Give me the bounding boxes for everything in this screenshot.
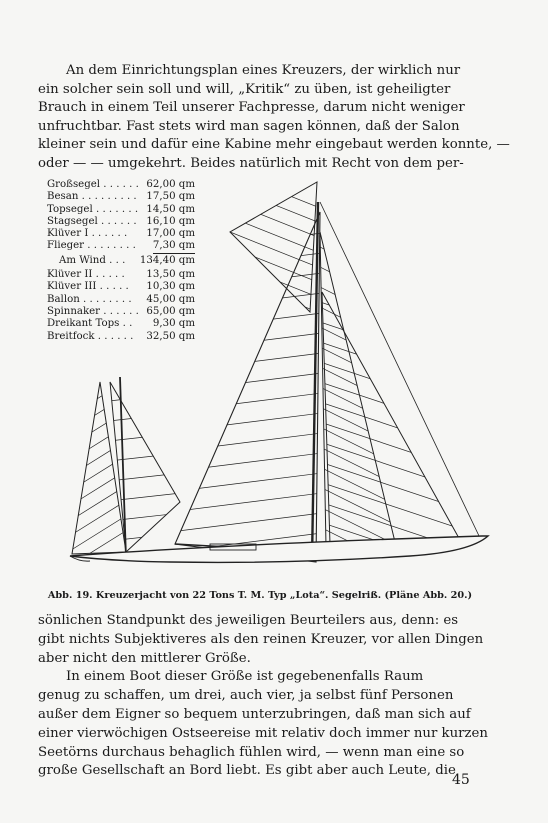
table-row: Ballon . . . . . . . . 45,00 qm (47, 293, 195, 305)
table-row: Breitfock . . . . . . 32,50 qm (47, 330, 195, 342)
text-line: ein solcher sein soll und will, „Kritik“ zu üben, ist geheiligter (38, 81, 451, 97)
text-line: gibt nichts Subjektiveres als den reinen Kreuzer, vor allen Dingen (38, 631, 484, 647)
page-number: 45 (452, 772, 470, 788)
text-line: genug zu schaffen, um drei, auch vier, ja selbst fünf Personen (38, 688, 454, 704)
jib-hatching (320, 302, 470, 572)
table-row: Großsegel . . . . . . 62,00 qm (47, 179, 195, 190)
table-row: Klüver I . . . . . . 17,00 qm (47, 228, 195, 240)
text-line: kleiner sein und dafür eine Kabine mehr eingebaut werden konnte, — (38, 137, 510, 153)
table-row: Topsegel . . . . . . . 14,50 qm (47, 203, 195, 215)
mainsail (175, 212, 320, 562)
figure-caption: Abb. 19. Kreuzerjacht von 22 Tons T. M. Typ „Lota“. Segelriß. (Pläne Abb. 20.) (47, 590, 473, 601)
mizzen-hatching (60, 372, 140, 572)
table-row: Dreikant Tops . . 9,30 qm (47, 318, 195, 330)
table-row: Klüver II . . . . . 13,50 qm (47, 269, 195, 281)
table-row: Besan . . . . . . . . . 17,50 qm (47, 191, 195, 203)
topsail-hatching (230, 172, 330, 317)
table-total-row: Am Wind . . . 134,40 qm (59, 254, 195, 266)
text-line: große Gesellschaft an Bord liebt. Es gibt aber auch Leute, die (38, 763, 456, 779)
text-line: aber nicht den mittlerer Größe. (38, 650, 251, 666)
text-line: sönlichen Standpunkt des jeweiligen Beurteilers aus, denn: es (38, 613, 459, 628)
text-line: Brauch in einem Teil unserer Fachpresse, darum nicht weniger (38, 100, 465, 116)
table-row: Stagsegel . . . . . . 16,10 qm (47, 215, 195, 227)
text-line: außer dem Eigner so bequem unterzubringen, daß man sich auf (38, 706, 471, 722)
top-paragraph (38, 62, 510, 174)
table-row: Spinnaker . . . . . . 65,00 qm (47, 305, 195, 317)
bottom-paragraph (38, 612, 488, 781)
text-line: oder — — umgekehrt. Beides natürlich mit Recht von dem per- (38, 155, 464, 171)
text-line: unfruchtbar. Fast stets wird man sagen können, daß der Salon (38, 118, 460, 134)
text-line: In einem Boot dieser Größe ist gegebenenfalls Raum (66, 669, 424, 685)
text-line: An dem Einrichtungsplan eines Kreuzers, der wirklich nur (66, 63, 461, 78)
table-row: Flieger . . . . . . . . 7,30 qm (47, 240, 195, 252)
text-line: Seetörns durchaus behaglich fühlen wird, — wenn man eine so (38, 744, 465, 760)
text-line: einer vierwöchigen Ostseereise mit relativ doch immer nur kurzen (38, 725, 488, 741)
sail-area-table (47, 179, 195, 343)
table-row: Klüver III . . . . . 10,30 qm (47, 281, 195, 293)
hull (70, 536, 488, 562)
